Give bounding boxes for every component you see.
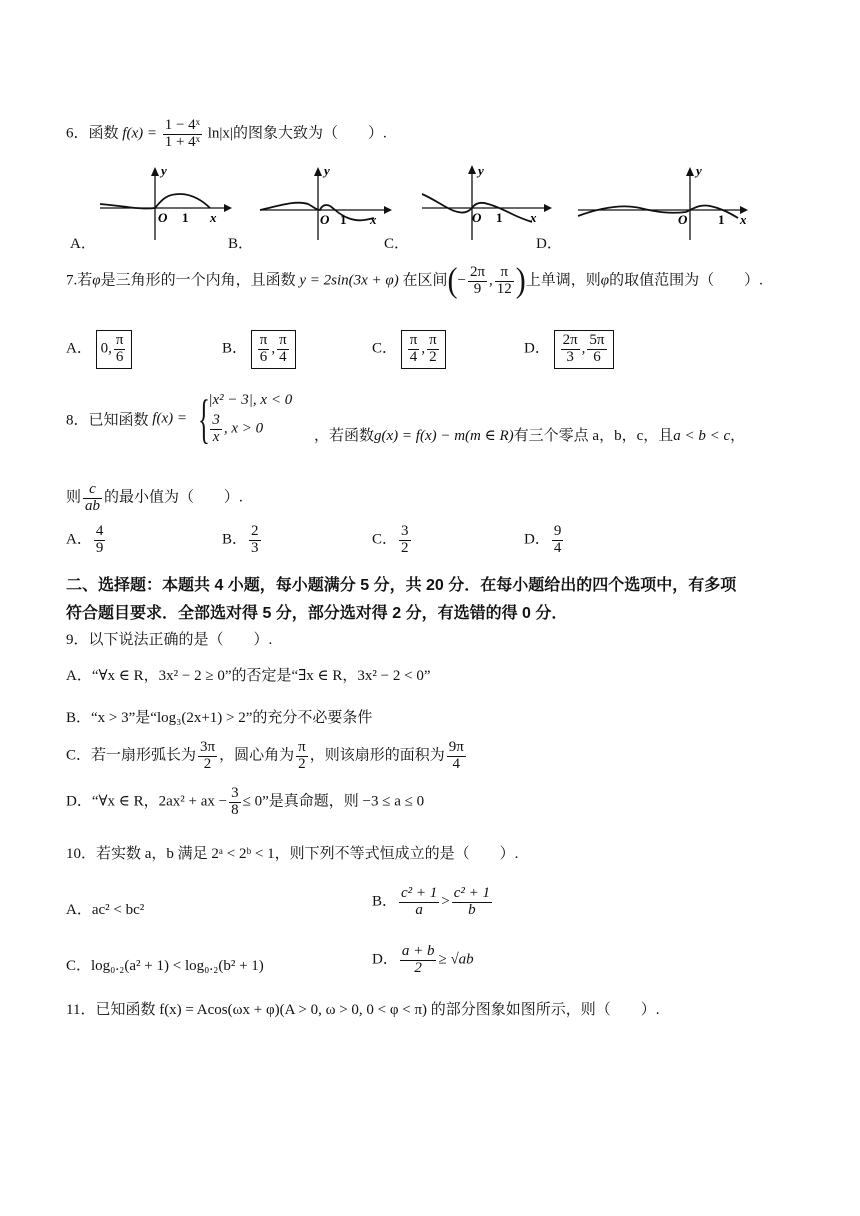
question-10-option-a[interactable]: A．ac² < bc² <box>66 902 145 918</box>
stem-text: 是三角形的一个内角，且函数 <box>100 272 296 289</box>
question-10-option-d[interactable] <box>372 944 474 977</box>
fraction <box>296 740 308 773</box>
x-axis-label: x <box>370 212 377 227</box>
option-label: D． <box>372 951 398 968</box>
numerator: a + b <box>401 943 435 959</box>
fraction <box>258 333 270 366</box>
question-8-stem <box>66 389 293 449</box>
denominator: 12 <box>496 280 512 297</box>
option-label: C． <box>372 340 398 357</box>
tick-label: 1 <box>718 212 725 227</box>
numerator: 2 <box>251 523 259 539</box>
question-11-stem: 11．已知函数 f(x) = Acos(ωx + φ)(A > 0, ω > 0, 0 < φ < π) 的部分图象如图所示，则（ ）. <box>66 1002 660 1018</box>
section-heading-line2: 符合题目要求．全部选对得 5 分，部分选对得 2 分，有选错的得 0 分． <box>66 605 568 622</box>
denominator: 2 <box>203 755 212 772</box>
x-axis-label: x <box>530 210 537 225</box>
brace: { <box>197 389 210 449</box>
function-name: f(x) = <box>122 125 157 142</box>
option-label: C． <box>372 531 398 548</box>
option-d-label[interactable]: D． <box>536 236 562 252</box>
stem-text: ，若函数 <box>314 428 375 444</box>
question-8-option-a[interactable] <box>66 524 107 557</box>
stem-text: 已知函数 <box>88 412 149 429</box>
function-expression: y = 2sin(3x + φ) <box>299 272 399 289</box>
question-7-option-c[interactable] <box>372 330 446 369</box>
option-label: D． <box>524 531 550 548</box>
question-10-stem: 10．若实数 a，b 满足 2ᵃ < 2ᵇ < 1，则下列不等式恒成立的是（ ）. <box>66 846 519 862</box>
denominator: 4 <box>452 755 460 772</box>
stem-text: 的最小值为（ ）. <box>104 489 243 506</box>
numerator: 1 − 4ˣ <box>164 117 201 133</box>
phi-symbol: φ <box>600 272 610 289</box>
option-text: ，圆心角为 <box>219 747 295 764</box>
graph-option-d <box>570 164 750 244</box>
interval-start: 0 <box>100 340 109 357</box>
case-1: |x² − 3|, x < 0 <box>208 392 293 409</box>
denominator: a <box>415 901 423 918</box>
denominator: 4 <box>409 348 418 365</box>
question-8-line2 <box>66 482 243 515</box>
fraction <box>210 413 222 446</box>
interval: $\frac{\pi}{6}$ , $\frac{\pi}{4}$ <box>251 330 296 369</box>
origin-label: O <box>320 212 330 227</box>
inequality: a < b < c <box>673 428 731 444</box>
numerator: 3 <box>231 785 239 801</box>
x-axis-label: x <box>740 212 747 227</box>
case-condition: , x > 0 <box>223 420 264 437</box>
fraction <box>399 886 439 919</box>
paren-left: ( <box>447 261 458 300</box>
graph-option-b <box>258 164 398 244</box>
numerator: 5π <box>589 332 605 348</box>
option-a-label[interactable]: A． <box>70 236 96 252</box>
denominator: 9 <box>473 280 482 297</box>
phi-symbol: φ <box>92 272 101 289</box>
question-9-stem: 9．以下说法正确的是（ ）. <box>66 632 273 648</box>
interval: $\frac{\pi}{4}$ , $\frac{\pi}{2}$ <box>401 330 446 369</box>
numerator: c² + 1 <box>401 885 438 901</box>
fraction <box>198 740 217 773</box>
option-text: ≥ √ab <box>438 951 474 968</box>
numerator: π <box>279 332 287 348</box>
numerator: 9π <box>448 739 464 755</box>
y-axis-label: y <box>696 164 702 178</box>
interval: $\frac{2\pi}{3}$ , $\frac{5\pi}{6}$ <box>554 330 614 369</box>
function-expression: g(x) = f(x) − m(m ∈ R) <box>374 428 514 444</box>
fraction <box>495 265 514 298</box>
fraction <box>399 524 411 557</box>
denominator: b <box>468 901 476 918</box>
stem-text: 则 <box>66 489 82 506</box>
denominator: 6 <box>259 348 268 365</box>
question-7-option-d[interactable] <box>524 330 614 369</box>
fraction <box>163 118 202 151</box>
denominator: x <box>212 429 220 445</box>
numerator: c <box>83 482 102 499</box>
stem-text: 的取值范围为（ ）. <box>609 272 763 289</box>
denominator: 4 <box>553 539 562 556</box>
stem-text: 的图象大致为（ ）. <box>232 125 387 142</box>
option-label: A． <box>66 340 92 357</box>
tick-label: 1 <box>340 212 347 227</box>
origin-label: O <box>472 210 482 225</box>
fraction <box>277 333 289 366</box>
x-axis-label: x <box>210 210 217 225</box>
numerator: π <box>115 332 124 348</box>
denominator: ab <box>85 497 101 514</box>
question-9-option-a[interactable]: A．“∀x ∈ R，3x² − 2 ≥ 0”的否定是“∃x ∈ R，3x² − 2 < 0” <box>66 668 431 684</box>
fraction <box>468 265 487 298</box>
fraction <box>408 333 420 366</box>
y-axis-label: y <box>324 164 330 178</box>
case-2 <box>208 413 292 446</box>
fraction <box>447 740 466 773</box>
stem-text: 有三个零点 a，b，c，且 <box>513 428 674 444</box>
option-text: C．若一扇形弧长为 <box>66 747 197 764</box>
question-9-option-c[interactable] <box>66 740 468 773</box>
question-8-option-b[interactable] <box>222 524 263 557</box>
question-number: 6． <box>66 125 89 142</box>
question-6-graphs <box>66 164 826 252</box>
fraction <box>249 524 261 557</box>
denominator: 2 <box>401 539 409 556</box>
y-axis-label: y <box>478 164 484 178</box>
function-name: f(x) = <box>152 410 187 427</box>
numerator: 2π <box>469 263 486 280</box>
numerator: π <box>495 265 514 282</box>
question-9-option-b[interactable]: B．“x > 3”是“log₃(2x+1) > 2”的充分不必要条件 <box>66 710 373 726</box>
operator: > <box>441 893 450 910</box>
question-8-option-d[interactable] <box>524 524 565 557</box>
paren-right: ) <box>515 261 526 300</box>
numerator: 3π <box>200 739 216 755</box>
question-8-stem-cont <box>314 424 745 445</box>
option-text: ，则该扇形的面积为 <box>309 747 445 764</box>
question-10-option-c[interactable]: C．log₀.₂(a² + 1) < log₀.₂(b² + 1) <box>66 958 264 974</box>
piecewise-cases <box>208 392 292 446</box>
numerator: 4 <box>95 523 104 539</box>
option-label: B． <box>222 340 248 357</box>
question-number: 7. <box>66 272 78 289</box>
option-text: D．“∀x ∈ R，2ax² + ax − <box>66 793 228 810</box>
numerator: 3 <box>212 412 220 429</box>
stem-text: ， <box>730 428 746 444</box>
fraction <box>114 333 126 366</box>
denominator: 9 <box>95 539 104 556</box>
denominator: 4 <box>279 348 287 365</box>
graph-option-a <box>98 164 238 244</box>
fraction <box>83 482 102 515</box>
question-10-option-b[interactable] <box>372 886 494 919</box>
denominator: 6 <box>593 348 601 365</box>
fraction <box>229 786 241 819</box>
section-heading-line1: 二、选择题：本题共 4 小题，每小题满分 5 分，共 20 分．在每小题给出的四个选项中，有多项 <box>66 577 737 594</box>
denominator: 3 <box>566 348 574 365</box>
denominator: 8 <box>231 801 239 818</box>
question-9-option-d[interactable] <box>66 786 424 819</box>
stem-text: 上单调，则 <box>525 272 601 289</box>
denominator: 2 <box>414 959 422 976</box>
question-number: 8． <box>66 412 89 429</box>
denominator: 2 <box>429 348 437 365</box>
option-label: D． <box>524 340 550 357</box>
question-7-option-a[interactable] <box>66 330 132 369</box>
denominator: 2 <box>298 755 306 772</box>
stem-text: 在区间 <box>402 272 448 289</box>
log-term: ln|x| <box>207 125 233 142</box>
stem-text: 若 <box>77 272 93 289</box>
question-7-stem: 7.若φ是三角形的一个内角，且函数 y = 2sin(3x + φ) 在区间(− $\frac{2\pi}{9}$ , $\frac{\pi}{12}$ )上单调，则φ的取值范围为（ ）. <box>66 261 763 300</box>
option-b-label[interactable]: B． <box>228 236 254 252</box>
fraction <box>400 944 437 977</box>
option-c-label[interactable]: C． <box>384 236 410 252</box>
fraction <box>94 524 106 557</box>
numerator: π <box>429 332 437 348</box>
numerator: 3 <box>401 523 409 539</box>
question-7-option-b[interactable] <box>222 330 296 369</box>
denominator: 1 + 4ˣ <box>164 133 201 150</box>
numerator: c² + 1 <box>453 885 491 901</box>
option-label: B． <box>372 893 398 910</box>
fraction <box>427 333 439 366</box>
question-6-stem <box>66 118 387 151</box>
y-axis-label: y <box>161 164 167 178</box>
fraction <box>452 886 492 919</box>
denominator: 6 <box>115 348 124 365</box>
numerator: π <box>409 332 418 348</box>
numerator: 2π <box>562 332 578 348</box>
fraction <box>552 524 564 557</box>
numerator: π <box>259 332 268 348</box>
tick-label: 1 <box>496 210 503 225</box>
stem-text: 函数 <box>88 125 119 142</box>
denominator: 3 <box>251 539 259 556</box>
option-text: ≤ 0”是真命题，则 −3 ≤ a ≤ 0 <box>242 793 425 810</box>
fraction <box>587 333 606 366</box>
numerator: 9 <box>553 523 562 539</box>
origin-label: O <box>158 210 168 225</box>
fraction <box>561 333 580 366</box>
option-label: A． <box>66 531 92 548</box>
numerator: π <box>298 739 306 755</box>
question-8-option-c[interactable] <box>372 524 413 557</box>
tick-label: 1 <box>182 210 189 225</box>
interval: 0, $\frac{\pi}{6}$ <box>96 330 133 369</box>
origin-label: O <box>678 212 688 227</box>
option-label: B． <box>222 531 248 548</box>
